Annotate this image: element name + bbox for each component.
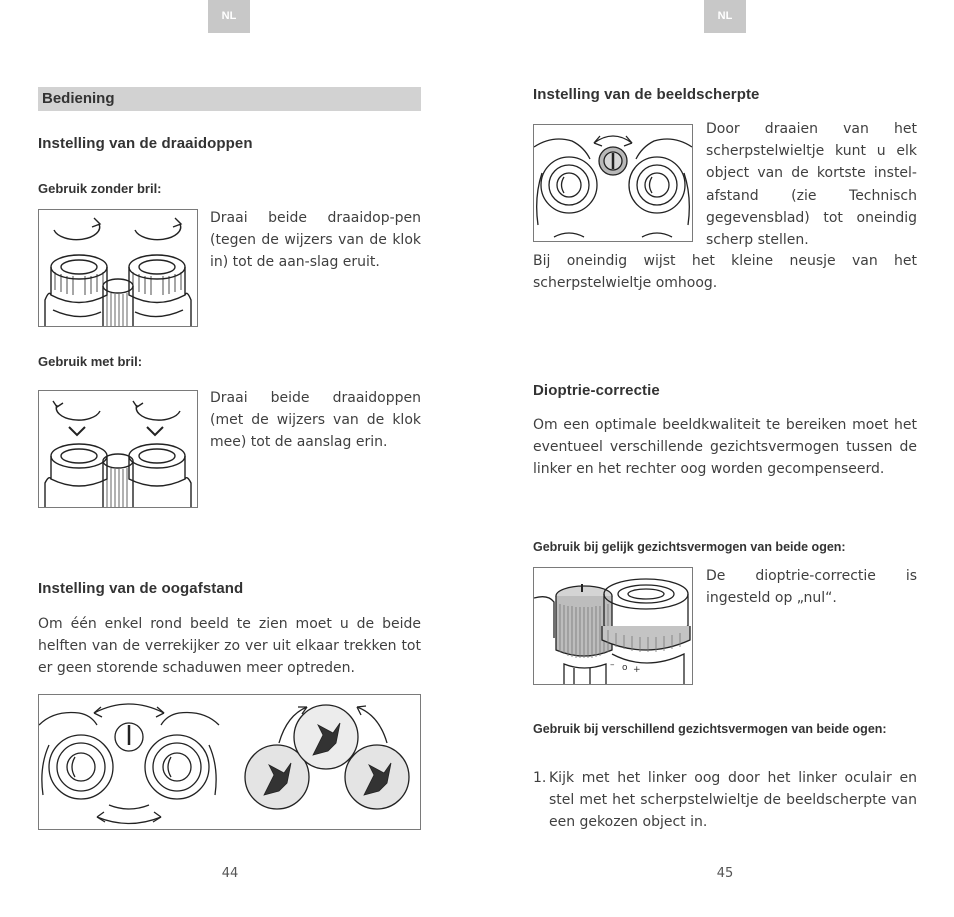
different-vision-label: Gebruik bij verschillend gezichtsvermogen van beide ogen: <box>533 722 887 736</box>
language-tab-left: NL <box>208 0 250 33</box>
interpupillary-heading: Instelling van de oogafstand <box>38 580 244 597</box>
focus-text-infinity: Bij oneindig wijst het kleine neusje van het scherpstelwieltje omhoog. <box>533 253 917 292</box>
page-number-right: 45 <box>716 866 734 881</box>
eyecups-in-illustration <box>38 390 198 508</box>
without-glasses-label: Gebruik zonder bril: <box>38 181 162 196</box>
diopter-heading: Dioptrie-correctie <box>533 382 660 399</box>
focus-illustration <box>533 124 693 242</box>
language-tab-right: NL <box>704 0 746 33</box>
list-item <box>533 767 917 834</box>
interpupillary-illustration <box>38 694 421 830</box>
interpupillary-text: Om één enkel rond beeld te zien moet u de beide helften van de verrekijker zo ver uit elkaar trekken tot er geen storende schaduwen meer optreden. <box>38 616 421 677</box>
without-glasses-text: Draai beide draaidop-pen (tegen de wijzers van de klok in) tot de aan-slag eruit. <box>210 210 421 271</box>
with-glasses-text: Draai beide draaidoppen (met de wijzers van de klok mee) tot de aanslag erin. <box>210 390 421 451</box>
diopter-text: Om een optimale beeldkwaliteit te bereiken moet het eventueel verschillende gezichtsvermogen tussen de linker en het rechter oog worden gecompenseerd. <box>533 417 917 478</box>
section-title-bar: Bediening <box>38 87 421 111</box>
eyecups-heading: Instelling van de draaidoppen <box>38 135 253 152</box>
svg-text:+: + <box>633 665 641 675</box>
with-glasses-label: Gebruik met bril: <box>38 354 143 369</box>
equal-vision-label: Gebruik bij gelijk gezichtsvermogen van beide ogen: <box>533 540 846 554</box>
list-item-text: Kijk met het linker oog door het linker oculair en stel met het scherpstelwieltje de beeldscherpte van een gekozen object in. <box>549 770 917 831</box>
list-item-number: 1. <box>533 770 547 786</box>
svg-text:–: – <box>610 660 615 670</box>
page-number-left: 44 <box>221 866 239 881</box>
equal-vision-text: De dioptrie-correctie is ingesteld op „nul“. <box>706 568 917 607</box>
eyecups-out-illustration <box>38 209 198 327</box>
focus-text: Door draaien van het scherpstelwieltje kunt u elk object van de kortste instel-afstand (zie Technisch gegevensblad) tot oneindig scherp stellen. <box>706 121 917 249</box>
focus-heading: Instelling van de beeldscherpte <box>533 86 760 103</box>
diopter-illustration <box>533 567 693 685</box>
svg-text:o: o <box>622 663 628 673</box>
